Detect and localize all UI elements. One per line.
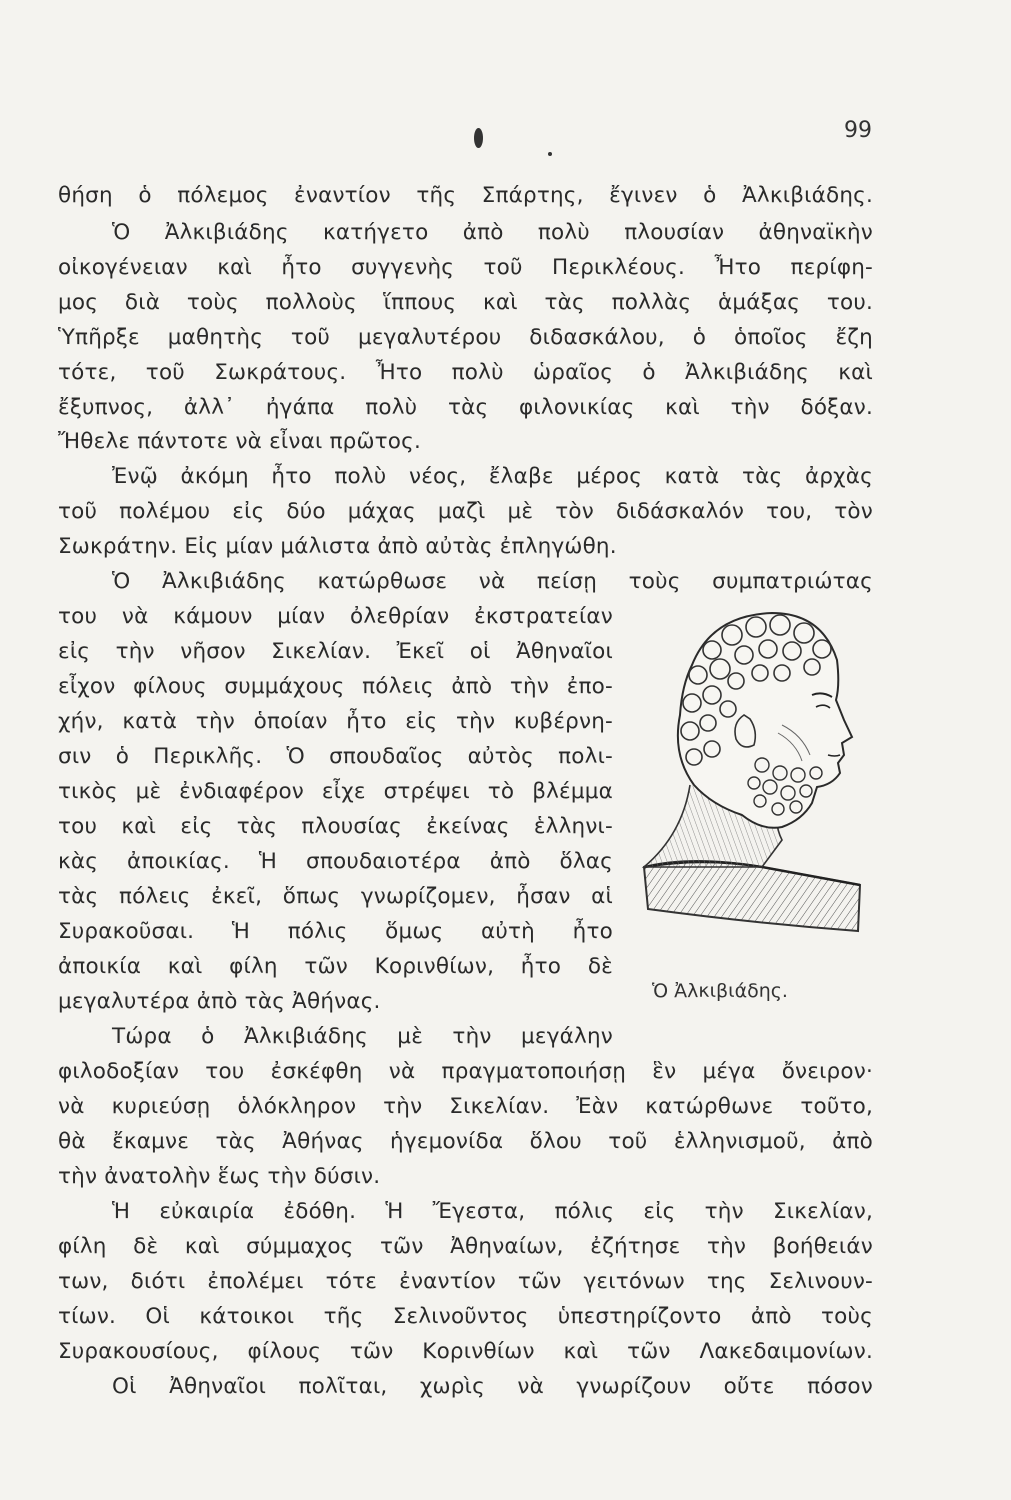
text-line: Ὁ Ἀλκιβιάδης κατήγετο ἀπὸ πολὺ πλουσίαν ἀθηναϊκὴν [112, 220, 873, 245]
text-line: μεγαλυτέρα ἀπὸ τὰς Ἀθήνας. [58, 989, 381, 1014]
text-line: σιν ὁ Περικλῆς. Ὁ σπουδαῖος αὐτὸς πολι- [58, 744, 613, 769]
text-line: Ἡ εὐκαιρία ἐδόθη. Ἡ Ἔγεστα, πόλις εἰς τὴν Σικελίαν, [112, 1199, 873, 1224]
ink-speck [548, 152, 552, 156]
text-line: Τώρα ὁ Ἀλκιβιάδης μὲ τὴν μεγάλην [112, 1024, 613, 1049]
text-line: τὰς πόλεις ἐκεῖ, ὅπως γνωρίζομεν, ἦσαν αἱ [58, 884, 613, 909]
text-line: θήση ὁ πόλεμος ἐναντίον τῆς Σπάρτης, ἔγινεν ὁ Ἀλκιβιάδης. [58, 183, 873, 208]
text-line: του νὰ κάμουν μίαν ὀλεθρίαν ἐκστρατείαν [58, 604, 613, 629]
text-line: Ἐνῷ ἀκόμη ἦτο πολὺ νέος, ἔλαβε μέρος κατὰ τὰς ἀρχὰς [112, 464, 873, 489]
page-number: 99 [844, 118, 872, 143]
text-line: θὰ ἔκαμνε τὰς Ἀθήνας ἡγεμονίδα ὅλου τοῦ ἑλληνισμοῦ, ἀπὸ [58, 1129, 873, 1154]
text-line: Ὑπῆρξε μαθητὴς τοῦ μεγαλυτέρου διδασκάλου, ὁ ὁποῖος ἔζη [58, 325, 873, 350]
ink-blot [474, 128, 483, 148]
text-line: τότε, τοῦ Σωκράτους. Ἦτο πολὺ ὡραῖος ὁ Ἀλκιβιάδης καὶ [58, 360, 873, 385]
text-line: του καὶ εἰς τὰς πλουσίας ἐκείνας ἑλληνι- [58, 814, 613, 839]
text-line: Συρακοῦσαι. Ἡ πόλις ὅμως αὐτὴ ἦτο [58, 919, 613, 944]
text-line: κὰς ἀποικίας. Ἡ σπουδαιοτέρα ἀπὸ ὅλας [58, 849, 613, 874]
text-line: οἰκογένειαν καὶ ἦτο συγγενὴς τοῦ Περικλέους. Ἦτο περίφη- [58, 255, 873, 280]
text-line: εἰς τὴν νῆσον Σικελίαν. Ἐκεῖ οἱ Ἀθηναῖοι [58, 639, 613, 664]
text-line: των, διότι ἐπολέμει τότε ἐναντίον τῶν γειτόνων της Σελινουν- [58, 1269, 873, 1294]
text-line: τὴν ἀνατολὴν ἕως τὴν δύσιν. [58, 1164, 381, 1189]
alcibiades-bust-illustration [632, 605, 872, 935]
text-line: φίλη δὲ καὶ σύμμαχος τῶν Ἀθηναίων, ἐζήτησε τὴν βοήθειάν [58, 1234, 873, 1259]
text-line: τίων. Οἱ κάτοικοι τῆς Σελινοῦντος ὑπεστηρίζοντο ἀπὸ τοὺς [58, 1304, 873, 1329]
text-line: Ὁ Ἀλκιβιάδης κατώρθωσε νὰ πείσῃ τοὺς συμπατριώτας [112, 569, 873, 594]
text-line: χήν, κατὰ τὴν ὁποίαν ἦτο εἰς τὴν κυβέρνη- [58, 709, 613, 734]
text-line: εἶχον φίλους συμμάχους πόλεις ἀπὸ τὴν ἐπο- [58, 674, 613, 699]
text-line: Οἱ Ἀθηναῖοι πολῖται, χωρὶς νὰ γνωρίζουν οὔτε πόσον [112, 1374, 873, 1399]
text-line: νὰ κυριεύσῃ ὁλόκληρον τὴν Σικελίαν. Ἐὰν κατώρθωνε τοῦτο, [58, 1094, 873, 1119]
text-line: μος διὰ τοὺς πολλοὺς ἵππους καὶ τὰς πολλὰς ἁμάξας του. [58, 290, 873, 315]
text-line: Συρακουσίους, φίλους τῶν Κορινθίων καὶ τῶν Λακεδαιμονίων. [58, 1339, 873, 1364]
text-line: τοῦ πολέμου εἰς δύο μάχας μαζὶ μὲ τὸν διδάσκαλόν του, τὸν [58, 499, 873, 524]
text-line: τικὸς μὲ ἐνδιαφέρον εἶχε στρέψει τὸ βλέμμα [58, 779, 613, 804]
figure-caption: Ὁ Ἀλκιβιάδης. [652, 980, 788, 1002]
text-line: Σωκράτην. Εἰς μίαν μάλιστα ἀπὸ αὐτὰς ἐπληγώθη. [58, 534, 617, 559]
text-line: ἔξυπνος, ἀλλ᾽ ἠγάπα πολὺ τὰς φιλονικίας καὶ τὴν δόξαν. [58, 395, 873, 420]
text-line: Ἤθελε πάντοτε νὰ εἶναι πρῶτος. [58, 429, 422, 454]
text-line: φιλοδοξίαν του ἐσκέφθη νὰ πραγματοποιήσῃ ἓν μέγα ὄνειρον· [58, 1059, 873, 1084]
text-line: ἀποικία καὶ φίλη τῶν Κορινθίων, ἦτο δὲ [58, 954, 613, 979]
